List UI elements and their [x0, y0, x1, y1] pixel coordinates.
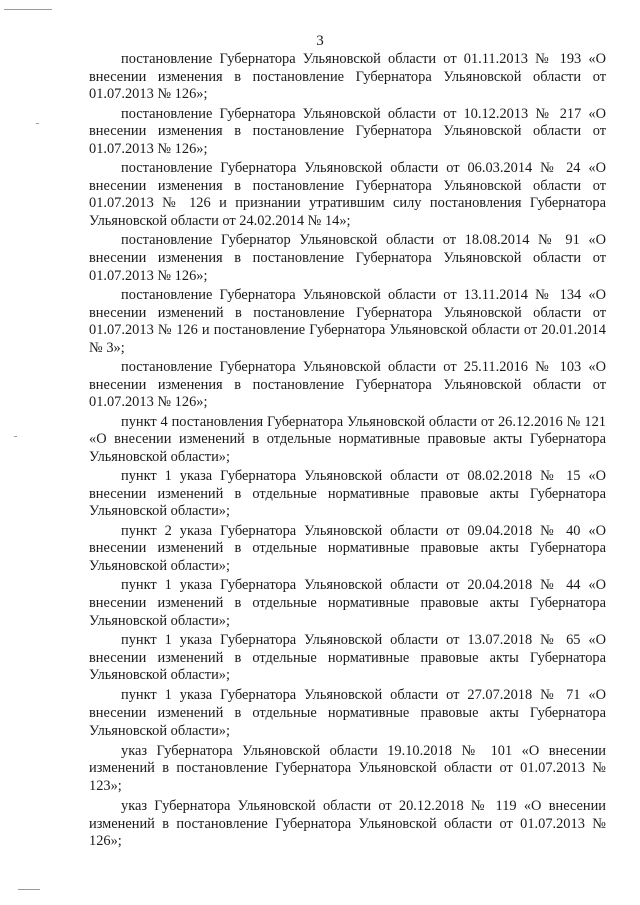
page-number: 3: [316, 33, 324, 49]
scan-artifact-left-2: [14, 436, 17, 437]
list-item: постановление Губернатора Ульяновской области от 01.11.2013 № 193 «О внесении изменения в постановление Губернатора Ульяновской области от 01.07.2013 № 126»;: [89, 51, 606, 103]
scan-artifact-left-1: [36, 123, 39, 124]
list-item: постановление Губернатора Ульяновской области от 06.03.2014 № 24 «О внесении изменения в постановление Губернатора Ульяновской области от 01.07.2013 № 126 и признании утратившим силу постановления Губернатора Ульяновской области от 24.02.2014 № 14»;: [89, 160, 606, 229]
scan-artifact-top-left: [4, 9, 52, 10]
list-item: пункт 1 указа Губернатора Ульяновской области от 27.07.2018 № 71 «О внесении изменений в отдельные нормативные правовые акты Губернатора Ульяновской области»;: [89, 687, 606, 739]
list-item: постановление Губернатора Ульяновской области от 13.11.2014 № 134 «О внесении изменений в постановление Губернатора Ульяновской области от 01.07.2013 № 126 и постановление Губернатора Ульяновской области от 20.01.2014 № 3»;: [89, 286, 606, 356]
list-item: пункт 1 указа Губернатора Ульяновской области от 08.02.2018 № 15 «О внесении изменений в отдельные нормативные правовые акты Губернатора Ульяновской области»;: [89, 468, 606, 520]
list-item: указ Губернатора Ульяновской области от 20.12.2018 № 119 «О внесении изменений в постановление Губернатора Ульяновской области от 01.07.2013 № 126»;: [89, 798, 606, 850]
list-item: постановление Губернатора Ульяновской области от 10.12.2013 № 217 «О внесении изменения в постановление Губернатора Ульяновской области от 01.07.2013 № 126»;: [89, 105, 606, 157]
list-item: пункт 1 указа Губернатора Ульяновской области от 13.07.2018 № 65 «О внесении изменений в отдельные нормативные правовые акты Губернатора Ульяновской области»;: [89, 631, 606, 684]
list-item: постановление Губернатор Ульяновской области от 18.08.2014 № 91 «О внесении изменения в постановление Губернатора Ульяновской области от 01.07.2013 № 126»;: [89, 232, 606, 284]
list-item: пункт 1 указа Губернатора Ульяновской области от 20.04.2018 № 44 «О внесении изменений в отдельные нормативные правовые акты Губернатора Ульяновской области»;: [89, 577, 606, 629]
document-body: [89, 51, 606, 853]
list-item: пункт 4 постановления Губернатора Ульяновской области от 26.12.2016 № 121 «О внесении изменений в отдельные нормативные правовые акты Губернатора Ульяновской области»;: [89, 413, 606, 465]
list-item: пункт 2 указа Губернатора Ульяновской области от 09.04.2018 № 40 «О внесении изменений в отдельные нормативные правовые акты Губернатора Ульяновской области»;: [89, 522, 606, 574]
list-item: постановление Губернатора Ульяновской области от 25.11.2016 № 103 «О внесении изменения в постановление Губернатора Ульяновской области от 01.07.2013 № 126»;: [89, 359, 606, 411]
list-item: указ Губернатора Ульяновской области 19.10.2018 № 101 «О внесении изменений в постановление Губернатора Ульяновской области от 01.07.2013 № 123»;: [89, 742, 606, 794]
scan-artifact-bottom-left: [18, 889, 40, 890]
